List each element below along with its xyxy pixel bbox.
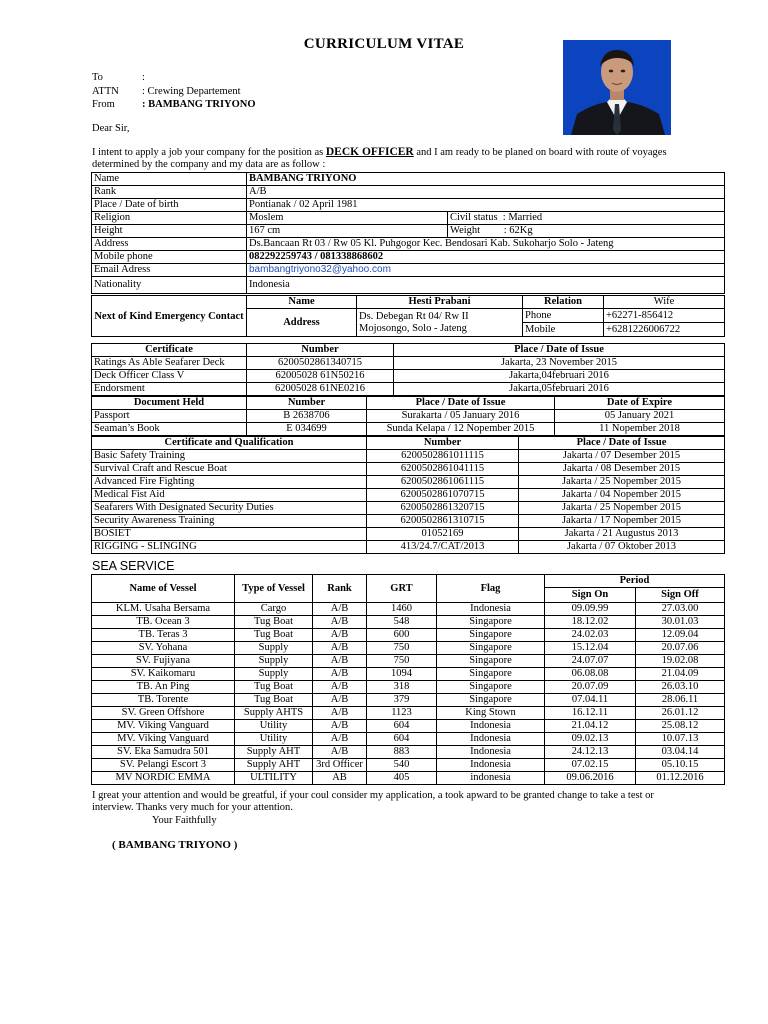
qualification-number: 01052169 — [367, 528, 519, 541]
vessel-grt: 1094 — [367, 668, 437, 681]
sign-on: 18.12.02 — [545, 616, 636, 629]
vessel-flag: Singapore — [437, 655, 545, 668]
vessel-name: SV. Pelangi Escort 3 — [92, 759, 235, 772]
vessel-type: Utility — [235, 733, 313, 746]
qualification-issue: Jakarta / 04 Nopember 2015 — [519, 489, 725, 502]
vessel-grt: 604 — [367, 733, 437, 746]
name-value: BAMBANG TRIYONO — [247, 173, 725, 186]
vessel-name: TB. An Ping — [92, 681, 235, 694]
number-header: Number — [367, 437, 519, 450]
emergency-address: Ds. Debegan Rt 04/ Rw II Mojosongo, Solo - Jateng — [357, 309, 523, 337]
qualification-header: Certificate and Qualification — [92, 437, 367, 450]
vessel-name: TB. Torente — [92, 694, 235, 707]
vessel-flag: Indonesia — [437, 603, 545, 616]
birth-label: Place / Date of birth — [92, 199, 247, 212]
flag-header: Flag — [437, 575, 545, 603]
sea-service-row — [92, 655, 725, 668]
document-header: Document Held — [92, 397, 247, 410]
vessel-name: MV NORDIC EMMA — [92, 772, 235, 785]
document-number: B 2638706 — [247, 410, 367, 423]
qualification-number: 6200502861061115 — [367, 476, 519, 489]
sea-service-table — [91, 574, 725, 785]
vessel-name: SV. Yohana — [92, 642, 235, 655]
sign-on: 09.09.99 — [545, 603, 636, 616]
sea-service-row — [92, 759, 725, 772]
birth-value: Pontianak / 02 April 1981 — [247, 199, 725, 212]
phone-label: Phone — [523, 309, 604, 323]
sea-service-row — [92, 707, 725, 720]
sign-off: 30.01.03 — [636, 616, 725, 629]
religion-value: Moslem — [247, 212, 448, 225]
profile-photo — [563, 40, 671, 135]
vessel-grt: 1460 — [367, 603, 437, 616]
vessel-name: TB. Ocean 3 — [92, 616, 235, 629]
issue-header: Place / Date of Issue — [519, 437, 725, 450]
vessel-type: Supply AHT — [235, 746, 313, 759]
qualification-number: 6200502861011115 — [367, 450, 519, 463]
vessel-type: Tug Boat — [235, 629, 313, 642]
vessel-type: Tug Boat — [235, 681, 313, 694]
vessel-header: Name of Vessel — [92, 575, 235, 603]
sign-off: 03.04.14 — [636, 746, 725, 759]
sign-on: 16.12.11 — [545, 707, 636, 720]
sea-service-title: SEA SERVICE — [92, 559, 175, 573]
sea-service-row — [92, 629, 725, 642]
vessel-rank: A/B — [313, 642, 367, 655]
emergency-address-header: Address — [247, 309, 357, 337]
emergency-label: Next of Kind Emergency Contact — [92, 296, 247, 337]
sign-off: 10.07.13 — [636, 733, 725, 746]
sea-service-row — [92, 720, 725, 733]
vessel-name: SV. Green Offshore — [92, 707, 235, 720]
vessel-grt: 548 — [367, 616, 437, 629]
address-value: Ds.Bancaan Rt 03 / Rw 05 Kl. Puhgogor Kec. Bendosari Kab. Sukoharjo Solo - Jateng — [247, 238, 725, 251]
qualification-name: Security Awareness Training — [92, 515, 367, 528]
vessel-type: Supply — [235, 655, 313, 668]
qualification-name: BOSIET — [92, 528, 367, 541]
emergency-relation: Wife — [604, 296, 725, 309]
sign-on: 09.06.2016 — [545, 772, 636, 785]
sign-off: 21.04.09 — [636, 668, 725, 681]
qualification-name: Basic Safety Training — [92, 450, 367, 463]
emergency-name-header: Name — [247, 296, 357, 309]
document-issue: Surakarta / 05 January 2016 — [367, 410, 555, 423]
qualification-issue: Jakarta / 25 Nopember 2015 — [519, 476, 725, 489]
qualification-number: 413/24.7/CAT/2013 — [367, 541, 519, 554]
vessel-type: Cargo — [235, 603, 313, 616]
vessel-flag: indonesia — [437, 772, 545, 785]
qualification-issue: Jakarta / 07 Oktober 2013 — [519, 541, 725, 554]
vessel-flag: Indonesia — [437, 720, 545, 733]
certificate-number: 6200502861340715 — [247, 357, 394, 370]
vessel-grt: 604 — [367, 720, 437, 733]
header-attn — [92, 85, 256, 99]
certificate-name: Ratings As Able Seafarer Deck — [92, 357, 247, 370]
vessel-grt: 318 — [367, 681, 437, 694]
vessel-name: KLM. Usaha Bersama — [92, 603, 235, 616]
number-header: Number — [247, 344, 394, 357]
closing-salutation: Your Faithfully — [152, 815, 217, 826]
vessel-flag: Singapore — [437, 642, 545, 655]
vessel-name: SV. Eka Samudra 501 — [92, 746, 235, 759]
qualification-name: Medical Fist Aid — [92, 489, 367, 502]
name-label: Name — [92, 173, 247, 186]
civil-status: Civil status : Married — [448, 212, 725, 225]
sign-off: 12.09.04 — [636, 629, 725, 642]
address-label: Address — [92, 238, 247, 251]
certificate-issue: Jakarta,04februari 2016 — [394, 370, 725, 383]
emergency-relation-header: Relation — [523, 296, 604, 309]
sign-on: 15.12.04 — [545, 642, 636, 655]
personal-data-table — [91, 172, 725, 294]
issue-header: Place / Date of Issue — [367, 397, 555, 410]
vessel-flag: King Stown — [437, 707, 545, 720]
vessel-rank: A/B — [313, 668, 367, 681]
sea-service-row — [92, 694, 725, 707]
sign-on: 24.07.07 — [545, 655, 636, 668]
vessel-rank: A/B — [313, 681, 367, 694]
header-key: From — [92, 99, 115, 110]
certificate-issue: Jakarta, 23 November 2015 — [394, 357, 725, 370]
rank-label: Rank — [92, 186, 247, 199]
sea-service-rows — [92, 603, 725, 785]
vessel-name: TB. Teras 3 — [92, 629, 235, 642]
vessel-flag: Singapore — [437, 616, 545, 629]
vessel-rank: A/B — [313, 720, 367, 733]
vessel-flag: Singapore — [437, 668, 545, 681]
sign-off: 25.08.12 — [636, 720, 725, 733]
vessel-rank: A/B — [313, 629, 367, 642]
certificate-issue: Jakarta,05februari 2016 — [394, 383, 725, 396]
sea-service-row — [92, 603, 725, 616]
header-value: : — [142, 72, 145, 83]
vessel-type: Supply — [235, 642, 313, 655]
height-label: Height — [92, 225, 247, 238]
vessel-flag: Singapore — [437, 681, 545, 694]
sign-off: 20.07.06 — [636, 642, 725, 655]
vessel-name: MV. Viking Vanguard — [92, 720, 235, 733]
vessel-grt: 600 — [367, 629, 437, 642]
closing-paragraph: I great your attention and would be greatful, if your coul consider my application, a took apward to be granted change to take a test or interview. Thanks very much for your attention. — [92, 790, 654, 813]
vessel-type: Tug Boat — [235, 694, 313, 707]
qualification-issue: Jakarta / 17 Nopember 2015 — [519, 515, 725, 528]
sign-on: 21.04.12 — [545, 720, 636, 733]
person-photo-icon — [563, 40, 671, 135]
vessel-grt: 750 — [367, 655, 437, 668]
vessel-type: Supply AHT — [235, 759, 313, 772]
vessel-rank: A/B — [313, 746, 367, 759]
qualification-name: RIGGING - SLINGING — [92, 541, 367, 554]
certificate-name: Deck Officer Class V — [92, 370, 247, 383]
email-link[interactable]: bambangtriyono32@yahoo.com — [249, 264, 391, 275]
mobile-label: Mobile — [523, 323, 604, 337]
expire-header: Date of Expire — [555, 397, 725, 410]
header-from — [92, 98, 256, 112]
qualification-name: Advanced Fire Fighting — [92, 476, 367, 489]
vessel-rank: A/B — [313, 603, 367, 616]
qualification-issue: Jakarta / 08 Desember 2015 — [519, 463, 725, 476]
intro-text: and I am ready to be planed on board with route of voyages determined by the company and my data are as follow : — [92, 147, 667, 170]
sign-off: 19.02.08 — [636, 655, 725, 668]
sign-on: 20.07.09 — [545, 681, 636, 694]
header-to — [92, 71, 256, 85]
certificate-header: Certificate — [92, 344, 247, 357]
certificate-name: Endorsment — [92, 383, 247, 396]
mobile-value: +6281226006722 — [604, 323, 725, 337]
header-value: : BAMBANG TRIYONO — [142, 99, 256, 110]
grt-header: GRT — [367, 575, 437, 603]
sign-off-header: Sign Off — [636, 588, 725, 603]
certificate-number: 62005028 61NE0216 — [247, 383, 394, 396]
sign-on: 07.02.15 — [545, 759, 636, 772]
nationality-value: Indonesia — [247, 277, 725, 294]
mobile-label: Mobile phone — [92, 251, 247, 264]
qualification-number: 6200502861320715 — [367, 502, 519, 515]
vessel-type: Utility — [235, 720, 313, 733]
vessel-grt: 883 — [367, 746, 437, 759]
rank-value: A/B — [247, 186, 725, 199]
document-expire: 05 January 2021 — [555, 410, 725, 423]
period-header: Period — [545, 575, 725, 588]
vessel-type: Tug Boat — [235, 616, 313, 629]
vessel-name: SV. Kaikomaru — [92, 668, 235, 681]
qualification-issue: Jakarta / 07 Desember 2015 — [519, 450, 725, 463]
intro-text: I intent to apply a job your company for the position as — [92, 147, 326, 158]
vessel-flag: Indonesia — [437, 733, 545, 746]
weight: Weight : 62Kg — [448, 225, 725, 238]
height-value: 167 cm — [247, 225, 448, 238]
vessel-type: ULTILITY — [235, 772, 313, 785]
nationality-label: Nationality — [92, 277, 247, 294]
documents-table — [91, 396, 725, 436]
vessel-name: MV. Viking Vanguard — [92, 733, 235, 746]
document-expire: 11 Nopember 2018 — [555, 423, 725, 436]
sea-service-row — [92, 642, 725, 655]
vessel-rank: A/B — [313, 694, 367, 707]
sign-on: 24.02.03 — [545, 629, 636, 642]
sign-on: 06.08.08 — [545, 668, 636, 681]
letter-header — [92, 71, 256, 112]
sign-on: 09.02.13 — [545, 733, 636, 746]
sign-on: 24.12.13 — [545, 746, 636, 759]
vessel-grt: 750 — [367, 642, 437, 655]
emergency-name: Hesti Prabani — [357, 296, 523, 309]
sign-off: 27.03.00 — [636, 603, 725, 616]
vessel-flag: Indonesia — [437, 759, 545, 772]
vessel-name: SV. Fujiyana — [92, 655, 235, 668]
document-number: E 034699 — [247, 423, 367, 436]
qualification-number: 6200502861070715 — [367, 489, 519, 502]
document-issue: Sunda Kelapa / 12 Nopember 2015 — [367, 423, 555, 436]
vessel-flag: Indonesia — [437, 746, 545, 759]
qualification-issue: Jakarta / 25 Nopember 2015 — [519, 502, 725, 515]
document-name: Passport — [92, 410, 247, 423]
vessel-flag: Singapore — [437, 629, 545, 642]
document-name: Seaman’s Book — [92, 423, 247, 436]
greeting: Dear Sir, — [92, 123, 130, 134]
vessel-rank: A/B — [313, 707, 367, 720]
vessel-rank: A/B — [313, 733, 367, 746]
qualification-number: 6200502861310715 — [367, 515, 519, 528]
position-applied: DECK OFFICER — [325, 146, 414, 158]
sea-service-row — [92, 668, 725, 681]
mobile-value: 082292259743 / 081338868602 — [247, 251, 725, 264]
header-key: ATTN — [92, 85, 119, 97]
intro-paragraph — [92, 146, 692, 171]
rank-header: Rank — [313, 575, 367, 603]
sign-on-header: Sign On — [545, 588, 636, 603]
signature-name: ( BAMBANG TRIYONO ) — [112, 839, 238, 851]
email-label: Email Adress — [92, 264, 247, 277]
vessel-grt: 540 — [367, 759, 437, 772]
certificates-table — [91, 343, 725, 396]
sign-off: 05.10.15 — [636, 759, 725, 772]
vessel-rank: 3rd Officer — [313, 759, 367, 772]
sea-service-row — [92, 681, 725, 694]
issue-header: Place / Date of Issue — [394, 344, 725, 357]
header-value: : Crewing Departement — [142, 85, 241, 97]
sea-service-row — [92, 733, 725, 746]
phone-value: +62271-856412 — [604, 309, 725, 323]
certificate-number: 62005028 61N50216 — [247, 370, 394, 383]
sign-off: 01.12.2016 — [636, 772, 725, 785]
page-title: CURRICULUM VITAE — [303, 36, 465, 52]
emergency-contact-table — [91, 295, 725, 337]
vessel-rank: AB — [313, 772, 367, 785]
sign-off: 26.01.12 — [636, 707, 725, 720]
vessel-rank: A/B — [313, 655, 367, 668]
qualification-name: Survival Craft and Rescue Boat — [92, 463, 367, 476]
qualification-number: 6200502861041115 — [367, 463, 519, 476]
sea-service-row — [92, 616, 725, 629]
qualification-name: Seafarers With Designated Security Duties — [92, 502, 367, 515]
vessel-type: Supply — [235, 668, 313, 681]
sea-service-row — [92, 772, 725, 785]
vessel-type: Supply AHTS — [235, 707, 313, 720]
number-header: Number — [247, 397, 367, 410]
qualification-issue: Jakarta / 21 Augustus 2013 — [519, 528, 725, 541]
religion-label: Religion — [92, 212, 247, 225]
qualifications-table — [91, 436, 725, 554]
vessel-flag: Singapore — [437, 694, 545, 707]
sign-off: 28.06.11 — [636, 694, 725, 707]
sign-off: 26.03.10 — [636, 681, 725, 694]
type-header: Type of Vessel — [235, 575, 313, 603]
sign-on: 07.04.11 — [545, 694, 636, 707]
vessel-grt: 379 — [367, 694, 437, 707]
header-key: To — [92, 72, 103, 83]
vessel-grt: 1123 — [367, 707, 437, 720]
vessel-grt: 405 — [367, 772, 437, 785]
sea-service-row — [92, 746, 725, 759]
vessel-rank: A/B — [313, 616, 367, 629]
